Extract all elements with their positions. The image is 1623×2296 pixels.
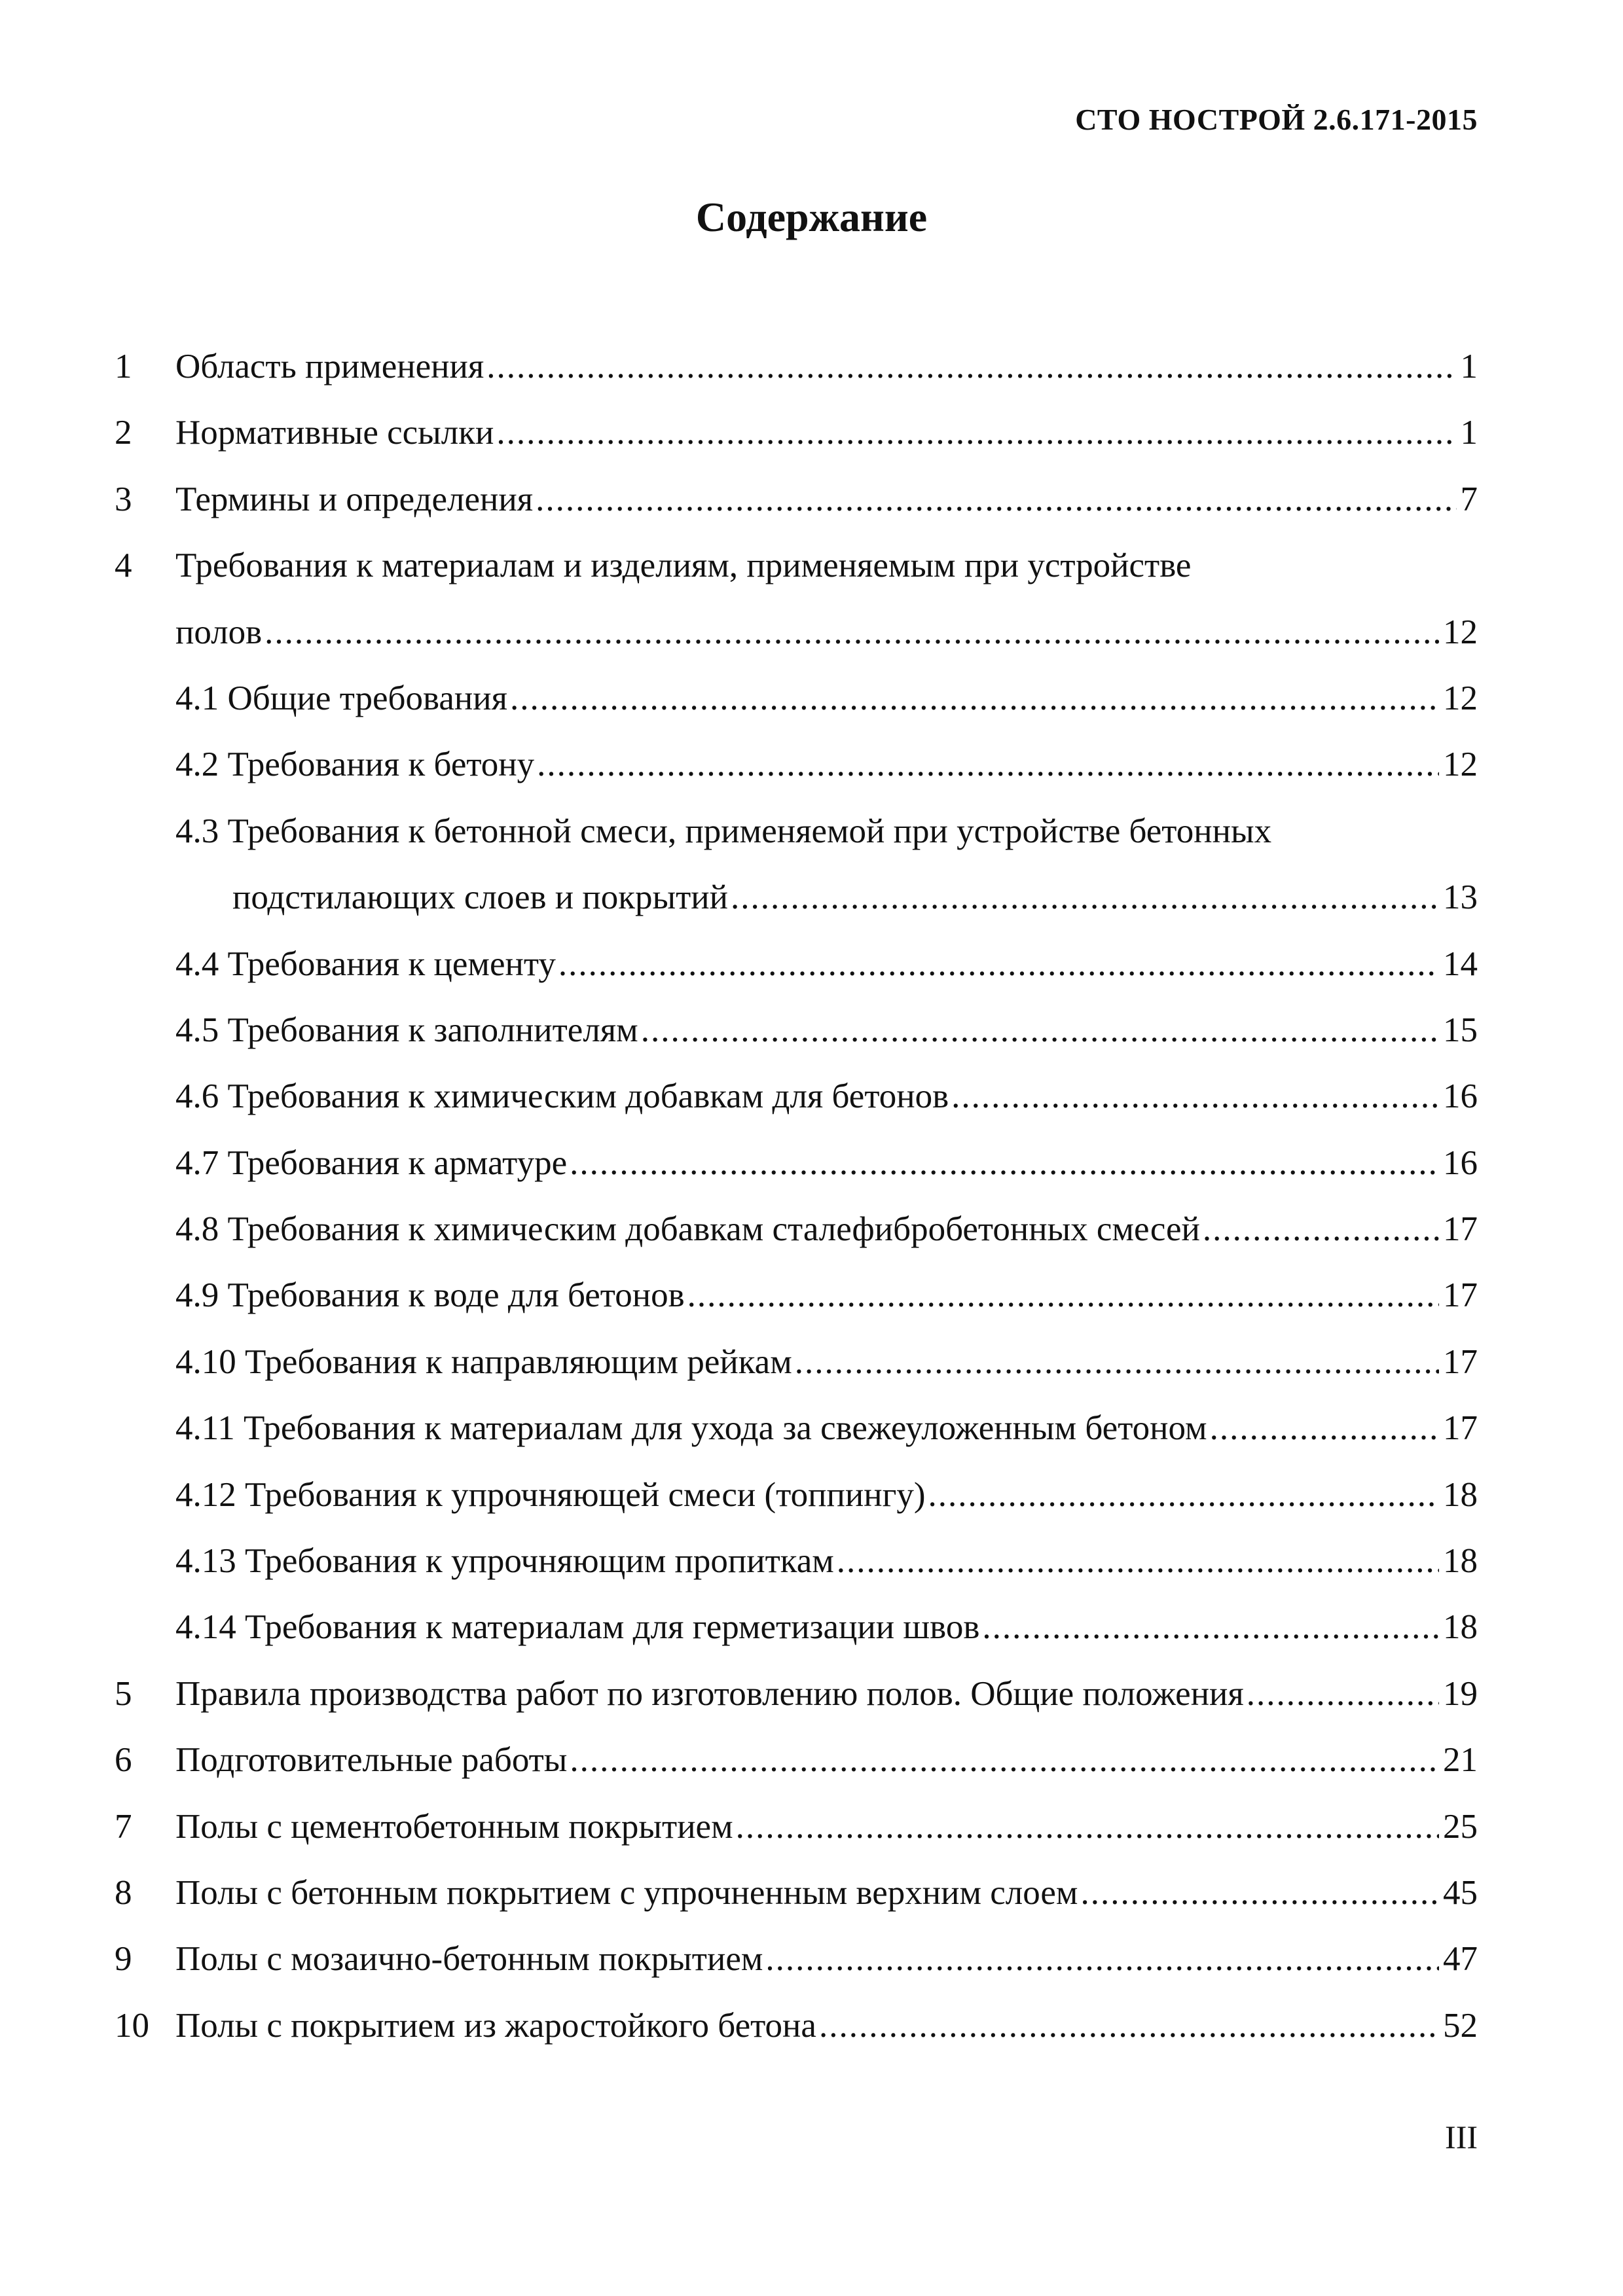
toc-entry-number: 10 [115, 2006, 149, 2045]
toc-entry-title: Полы с покрытием из жаростойкого бетона [175, 2006, 816, 2045]
toc-leader-dots [731, 880, 1439, 915]
toc-leader-dots [496, 416, 1456, 450]
toc-entry [115, 1601, 1478, 1667]
toc-entry-title: 4.10 Требования к направляющим рейкам [175, 1342, 792, 1381]
toc-leader-dots [486, 350, 1456, 384]
toc-leader-dots [641, 1013, 1439, 1048]
toc-leader-dots [982, 1610, 1439, 1645]
toc-entry [115, 340, 1478, 406]
toc-entry [115, 1734, 1478, 1800]
toc-leader-dots [558, 947, 1439, 982]
toc-entry-title: Полы с бетонным покрытием с упрочненным верхним слоем [175, 1873, 1078, 1912]
toc-entry-page: 12 [1443, 679, 1478, 717]
toc-entry-page: 52 [1443, 2006, 1478, 2045]
toc-leader-dots [570, 1743, 1439, 1778]
toc-entry-title: Термины и определения [175, 480, 534, 518]
toc-entry [115, 805, 1478, 871]
toc-entry-number: 8 [115, 1873, 132, 1912]
toc-entry-title: 4.3 Требования к бетонной смеси, применяемой при устройстве бетонных [175, 812, 1272, 850]
toc-entry-page: 18 [1443, 1542, 1478, 1581]
toc-leader-dots [837, 1544, 1439, 1579]
table-of-contents [115, 340, 1478, 2066]
toc-entry-page: 17 [1443, 1210, 1478, 1249]
document-code: СТО НОСТРОЙ 2.6.171-2015 [1075, 103, 1478, 136]
toc-leader-dots [570, 1146, 1439, 1181]
toc-entry [115, 1203, 1478, 1269]
toc-entry [115, 406, 1478, 473]
toc-entry-number: 6 [115, 1741, 132, 1780]
toc-entry-page: 17 [1443, 1276, 1478, 1315]
toc-entry-number: 4 [115, 547, 132, 585]
toc-entry-number: 1 [115, 348, 132, 386]
toc-entry-title: Правила производства работ по изготовлению полов. Общие положения [175, 1674, 1244, 1713]
toc-leader-dots [1203, 1212, 1439, 1247]
toc-entry-title: 4.8 Требования к химическим добавкам сталефибробетонных смесей [175, 1210, 1200, 1249]
toc-entry-title: Область применения [175, 348, 484, 386]
toc-entry-page: 13 [1443, 878, 1478, 917]
toc-entry-title: 4.6 Требования к химическим добавкам для бетонов [175, 1077, 949, 1116]
toc-entry-page: 17 [1443, 1342, 1478, 1381]
toc-leader-dots [1247, 1677, 1439, 1712]
toc-entry-title: Подготовительные работы [175, 1741, 568, 1780]
toc-entry-title: Полы с мозаично-бетонным покрытием [175, 1940, 763, 1979]
toc-entry [115, 473, 1478, 539]
toc-entry [115, 938, 1478, 1004]
toc-leader-dots [1210, 1411, 1439, 1446]
toc-entry-page: 16 [1443, 1077, 1478, 1116]
toc-entry-page: 21 [1443, 1741, 1478, 1780]
toc-entry-title: 4.7 Требования к арматуре [175, 1143, 568, 1182]
toc-entry-title: 4.1 Общие требования [175, 679, 507, 717]
toc-entry-title: полов [175, 613, 263, 651]
toc-entry [115, 1469, 1478, 1535]
toc-entry-page: 15 [1443, 1011, 1478, 1049]
toc-entry-title: 4.5 Требования к заполнителям [175, 1011, 638, 1049]
toc-entry [115, 1269, 1478, 1335]
toc-leader-dots [819, 2009, 1439, 2043]
toc-entry-page: 12 [1443, 613, 1478, 651]
toc-entry-title: Полы с цементобетонным покрытием [175, 1807, 733, 1846]
toc-leader-dots [951, 1079, 1439, 1114]
toc-entry-title: Требования к материалам и изделиям, применяемым при устройстве [175, 547, 1192, 585]
toc-entry [115, 2000, 1478, 2066]
toc-entry-title: 4.12 Требования к упрочняющей смеси (топпингу) [175, 1475, 926, 1514]
toc-leader-dots [928, 1478, 1439, 1513]
toc-entry-page: 18 [1443, 1608, 1478, 1647]
toc-entry [115, 871, 1478, 937]
toc-entry [115, 606, 1478, 672]
toc-leader-dots [795, 1345, 1439, 1380]
toc-entry [115, 1535, 1478, 1601]
toc-entry-title: 4.13 Требования к упрочняющим пропиткам [175, 1542, 834, 1581]
toc-entry-page: 7 [1460, 480, 1478, 518]
toc-entry-page: 16 [1443, 1143, 1478, 1182]
toc-entry [115, 1004, 1478, 1070]
toc-entry-page: 17 [1443, 1409, 1478, 1448]
toc-entry-page: 12 [1443, 745, 1478, 784]
toc-entry [115, 1070, 1478, 1136]
toc-entry [115, 1933, 1478, 1999]
toc-entry-title: Нормативные ссылки [175, 414, 494, 452]
toc-entry-number: 5 [115, 1674, 132, 1713]
toc-leader-dots [1080, 1876, 1439, 1910]
page-title: Содержание [695, 194, 928, 240]
toc-entry-page: 14 [1443, 944, 1478, 983]
toc-entry [115, 539, 1478, 605]
page-number: III [1445, 2119, 1478, 2155]
toc-entry [115, 1402, 1478, 1468]
toc-entry [115, 672, 1478, 738]
toc-entry-number: 3 [115, 480, 132, 518]
toc-entry-page: 1 [1460, 348, 1478, 386]
toc-entry-number: 9 [115, 1940, 132, 1979]
toc-entry [115, 1336, 1478, 1402]
toc-entry-title: 4.14 Требования к материалам для герметизации швов [175, 1608, 980, 1647]
toc-entry-title: 4.2 Требования к бетону [175, 745, 535, 784]
toc-leader-dots [687, 1278, 1439, 1313]
toc-entry-page: 45 [1443, 1873, 1478, 1912]
toc-entry-title: 4.4 Требования к цементу [175, 944, 556, 983]
toc-entry [115, 1801, 1478, 1867]
toc-leader-dots [536, 482, 1456, 517]
toc-entry [115, 738, 1478, 804]
toc-entry-page: 25 [1443, 1807, 1478, 1846]
toc-entry-title: 4.9 Требования к воде для бетонов [175, 1276, 685, 1315]
toc-entry [115, 1668, 1478, 1734]
toc-leader-dots [765, 1942, 1439, 1977]
toc-leader-dots [537, 747, 1439, 782]
toc-entry-title: 4.11 Требования к материалам для ухода за свежеуложенным бетоном [175, 1409, 1207, 1448]
toc-entry-page: 19 [1443, 1674, 1478, 1713]
toc-entry-number: 7 [115, 1807, 132, 1846]
toc-entry-page: 1 [1460, 414, 1478, 452]
toc-leader-dots [264, 615, 1439, 650]
toc-entry-page: 18 [1443, 1475, 1478, 1514]
toc-entry-number: 2 [115, 414, 132, 452]
toc-leader-dots [736, 1810, 1439, 1844]
toc-leader-dots [510, 681, 1439, 716]
toc-entry-title: подстилающих слоев и покрытий [232, 878, 728, 917]
toc-entry [115, 1867, 1478, 1933]
toc-entry [115, 1137, 1478, 1203]
toc-entry-page: 47 [1443, 1940, 1478, 1979]
